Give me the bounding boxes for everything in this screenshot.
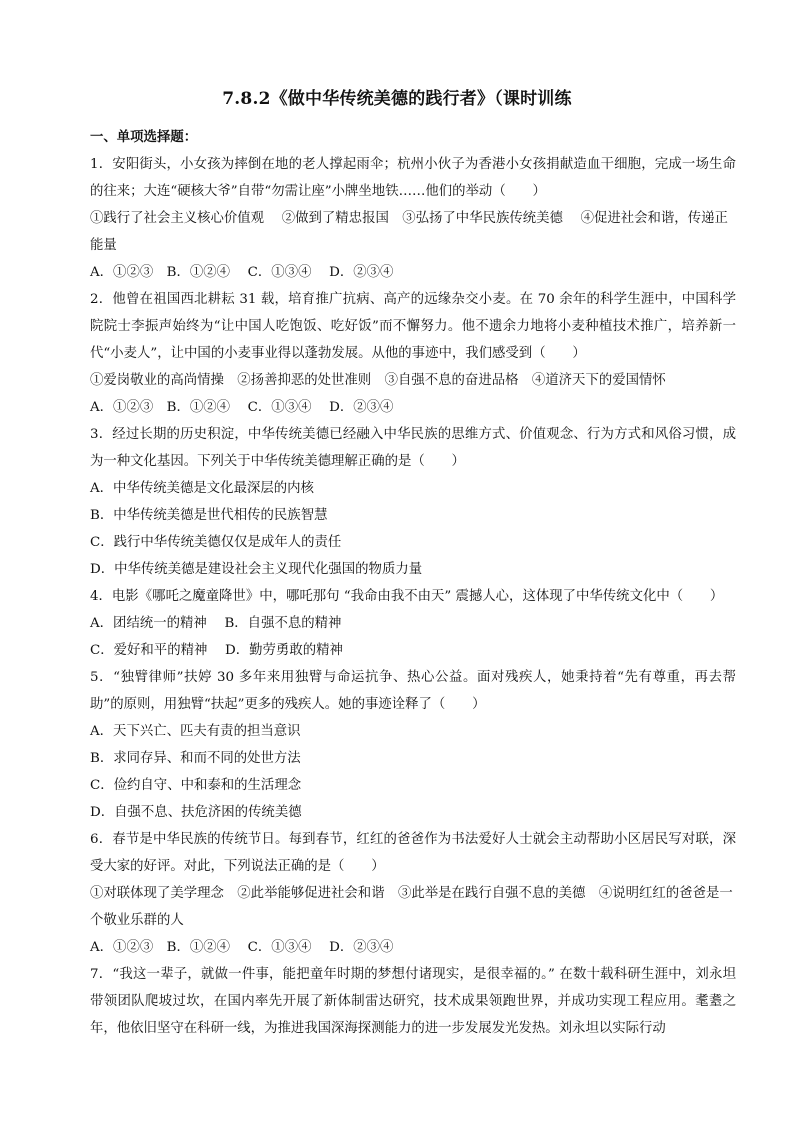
answer-choices: A．①②③ B．①②④ C．①③④ D．②③④ bbox=[90, 400, 394, 415]
question-5 bbox=[90, 664, 736, 826]
answer-choice-c: C．践行中华传统美德仅仅是成年人的责任 bbox=[90, 535, 342, 550]
question-4 bbox=[90, 583, 736, 664]
question-2 bbox=[90, 286, 736, 421]
question-7 bbox=[90, 961, 736, 1042]
question-3 bbox=[90, 421, 736, 583]
question-list bbox=[90, 124, 736, 1042]
section-heading: 一、单项选择题： bbox=[90, 129, 198, 145]
question-stem: 5．“独臂律师”扶婷 30 多年来用独臂与命运抗争、热心公益。面对残疾人，她秉持着“先有尊重，再去帮助”的原则，用独臂“扶起”更多的残疾人。她的事迹诠释了（ ） bbox=[90, 670, 736, 712]
question-1 bbox=[90, 151, 736, 286]
answer-choice-a: A．中华传统美德是文化最深层的内核 bbox=[90, 481, 314, 496]
question-stem: 2．他曾在祖国西北耕耘 31 载，培育推广抗病、高产的远缘杂交小麦。在 70 余年的科学生涯中，中国科学院院士李振声始终为“让中国人吃饱饭、吃好饭”而不懈努力。他不遗余力地将小麦种植技术推广，培养新一代“小麦人”，让中国的小麦事业得以蓬勃发展。从他的事迹中，我们感受到（ ） bbox=[90, 292, 736, 361]
question-options: ①爱岗敬业的高尚情操 ②扬善抑恶的处世准则 ③自强不息的奋进品格 ④道济天下的爱国情怀 bbox=[90, 373, 666, 388]
question-stem: 6．春节是中华民族的传统节日。每到春节，红红的爸爸作为书法爱好人士就会主动帮助小区居民写对联，深受大家的好评。对此，下列说法正确的是（ ） bbox=[90, 832, 736, 874]
answer-choice-d: D．中华传统美德是建设社会主义现代化强国的物质力量 bbox=[90, 562, 423, 577]
question-stem: 4．电影《哪吒之魔童降世》中，哪吒那句 “我命由我不由天” 震撼人心，这体现了中华传统文化中（ ） bbox=[90, 589, 724, 604]
answer-choices: A．①②③ B．①②④ C．①③④ D．②③④ bbox=[90, 940, 394, 955]
answer-choice-d: D．自强不息、扶危济困的传统美德 bbox=[90, 805, 302, 820]
answer-choice-c: C．俭约自守、中和泰和的生活理念 bbox=[90, 778, 302, 793]
answer-choices-cd: C．爱好和平的精神 D．勤劳勇敢的精神 bbox=[90, 643, 343, 658]
question-6 bbox=[90, 826, 736, 961]
page-title: 7.8.2《做中华传统美德的践行者》（课时训练 bbox=[222, 89, 572, 109]
question-options: ①对联体现了美学理念 ②此举能够促进社会和谐 ③此举是在践行自强不息的美德 ④说明红红的爸爸是一个敬业乐群的人 bbox=[90, 886, 733, 928]
answer-choice-a: A．天下兴亡、匹夫有责的担当意识 bbox=[90, 724, 301, 739]
answer-choice-b: B．中华传统美德是世代相传的民族智慧 bbox=[90, 508, 328, 523]
question-stem: 3．经过长期的历史积淀，中华传统美德已经融入中华民族的思维方式、价值观念、行为方式和风俗习惯，成为一种文化基因。下列关于中华传统美德理解正确的是（ ） bbox=[90, 427, 736, 469]
question-stem: 7．“我这一辈子，就做一件事，能把童年时期的梦想付诸现实，是很幸福的。” 在数十载科研生涯中，刘永坦带领团队爬坡过坎，在国内率先开展了新体制雷达研究，技术成果领跑世界，并成功实现工程应用。耄耋之年，他依旧坚守在科研一线，为推进我国深海探测能力的进一步发展发光发热。刘永坦以实际行动 bbox=[90, 967, 736, 1036]
answer-choices-ab: A．团结统一的精神 B．自强不息的精神 bbox=[90, 616, 342, 631]
question-stem: 1．安阳街头，小女孩为摔倒在地的老人撑起雨伞；杭州小伙子为香港小女孩捐献造血干细胞，完成一场生命的往来；大连“硬核大爷”自带“勿需让座”小牌坐地铁……他们的举动（ ） bbox=[90, 157, 736, 199]
answer-choice-b: B．求同存异、和而不同的处世方法 bbox=[90, 751, 301, 766]
question-options: ①践行了社会主义核心价值观 ②做到了精忠报国 ③弘扬了中华民族传统美德 ④促进社会和谐，传递正能量 bbox=[90, 211, 728, 253]
answer-choices: A．①②③ B．①②④ C．①③④ D．②③④ bbox=[90, 265, 394, 280]
